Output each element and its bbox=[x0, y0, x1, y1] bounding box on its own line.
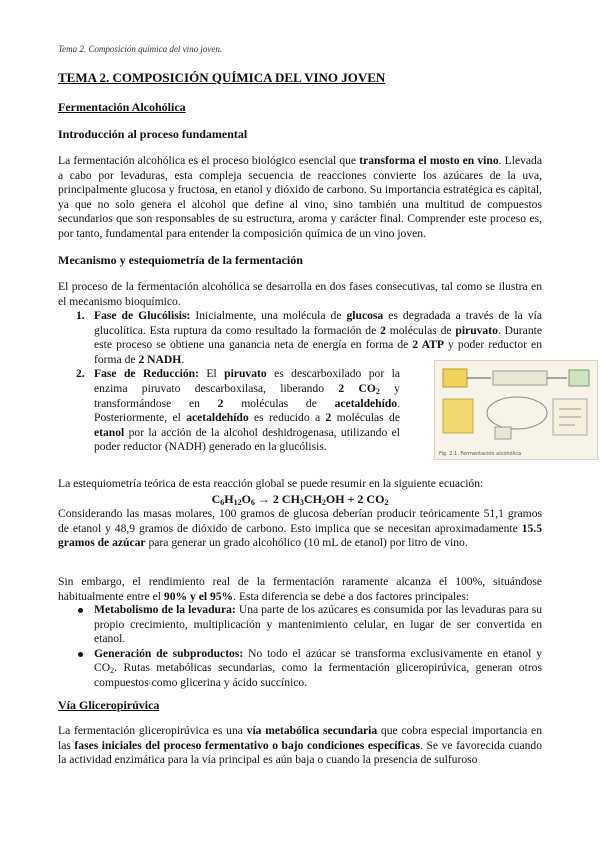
factor-item-byproducts: Generación de subproductos: No todo el azúcar se transforma exclusivamente en etanol y $CO_2$. Rutas metabólicas secundarias, como la fermentación gliceropirúvica, generan otros compuestos como glicerina y ácido succínico. bbox=[58, 647, 542, 691]
diagram-glycolysis-box bbox=[493, 371, 547, 385]
subheading-mechanism: Mecanismo y estequiometría de la fermentación bbox=[58, 253, 303, 267]
mechanism-intro: El proceso de la fermentación alcohólica se desarrolla en dos fases consecutivas, tal como se ilustra en el mecanismo bioquímico. bbox=[58, 280, 542, 308]
diagram-pyruvate-node bbox=[569, 370, 589, 386]
section-heading-fermentation: Fermentación Alcohólica bbox=[58, 100, 186, 114]
factor-item-yeast-metabolism: Metabolismo de la levadura: Una parte de los azúcares es consumida por las levaduras para su propio crecimiento, multiplicación y mantenimiento celular, en lugar de ser convertida en etanol. bbox=[58, 603, 542, 647]
subheading-intro: Introducción al proceso fundamental bbox=[58, 127, 248, 141]
stoichiometry-intro: La estequiometría teórica de esta reacción global se puede resumir en la siguiente ecuación: bbox=[58, 477, 484, 490]
molar-mass-paragraph: Considerando las masas molares, 100 gramos de glucosa deberían producir teóricamente 51,1 gramos de etanol y 48,9 gramos de dióxido de carbono. Esto implica que se necesitan aproximadamente 15.5 gramos de azúcar para generar un grado alcohólico (10 mL de etanol) por litro de vino. bbox=[58, 507, 542, 550]
factor-list bbox=[58, 603, 542, 691]
yield-paragraph: Sin embargo, el rendimiento real de la fermentación raramente alcanza el 100%, situándose habitualmente entre el 90% y el 95%. Esta diferencia se debe a dos factores principales: bbox=[58, 575, 542, 603]
page-title: TEMA 2. COMPOSICIÓN QUÍMICA DEL VINO JOVEN bbox=[58, 70, 386, 85]
bullet-dot bbox=[78, 652, 83, 657]
section-heading-glyceropyruvic: Vía Gliceropirúvica bbox=[58, 698, 160, 712]
phase-item-glycolysis: 1. Fase de Glucólisis: Inicialmente, una molécula de glucosa es degradada a través de la vía glucolítica. Esta ruptura da como resultado la formación de 2 moléculas de piruvato. Durante este proceso se obtiene una ganancia neta de energía en forma de 2 ATP y poder reductor en forma de 2 NADH. bbox=[76, 309, 543, 366]
fermentation-diagram-graphic bbox=[435, 361, 597, 459]
running-header: Tema 2. Composición química del vino joven. bbox=[58, 44, 223, 54]
bullet-dot bbox=[78, 608, 83, 613]
diagram-yeast-cell bbox=[443, 399, 473, 433]
intro-paragraph: La fermentación alcohólica es el proceso biológico esencial que transforma el mosto en vino. Llevada a cabo por levaduras, esta compleja secuencia de reacciones convierte los azúcares de la uva, principalmente glucosa y fructosa, en etanol y dióxido de carbono. Su importancia estratégica es capital, ya que no solo genera el alcohol que define al vino, sino también una multitud de compuestos secundarios que son responsables de su estructura, aroma y carácter final. Comprender este proceso es, por tanto, fundamental para entender la composición química de un vino joven. bbox=[58, 154, 542, 240]
diagram-glucose-node bbox=[443, 369, 467, 387]
diagram-cycle bbox=[487, 397, 547, 429]
diagram-nadh-box bbox=[495, 427, 511, 439]
glyceropyruvic-paragraph: La fermentación gliceropirúvica es una vía metabólica secundaria que cobra especial importancia en las fases iniciales del proceso fermentativo o bajo condiciones específicas. Se ve favorecida cuando la actividad enzimática para la vía principal es aún baja o cuando la presencia de sulfuroso bbox=[58, 724, 542, 767]
fermentation-diagram bbox=[434, 360, 598, 460]
phase-item-reduction: 2. Fase de Reducción: El piruvato es descarboxilado por la enzima piruvato descarboxilasa, liberando 2 $CO_2$ y transformándose en 2 moléculas de acetaldehído. Posteriormente, el acetaldehído es reducido a 2 moléculas de etanol por la acción de la alcohol deshidrogenasa, utilizando el poder reductor (NADH) generado en la glucólisis. bbox=[76, 367, 400, 454]
figure-caption: Fig. 2.1. Fermentación alcohólica bbox=[439, 451, 522, 457]
chemical-equation: $C_6H_{12}O_6 \to 2$ $CH_3CH_2OH + 2$ $CO_2$ bbox=[211, 492, 389, 507]
